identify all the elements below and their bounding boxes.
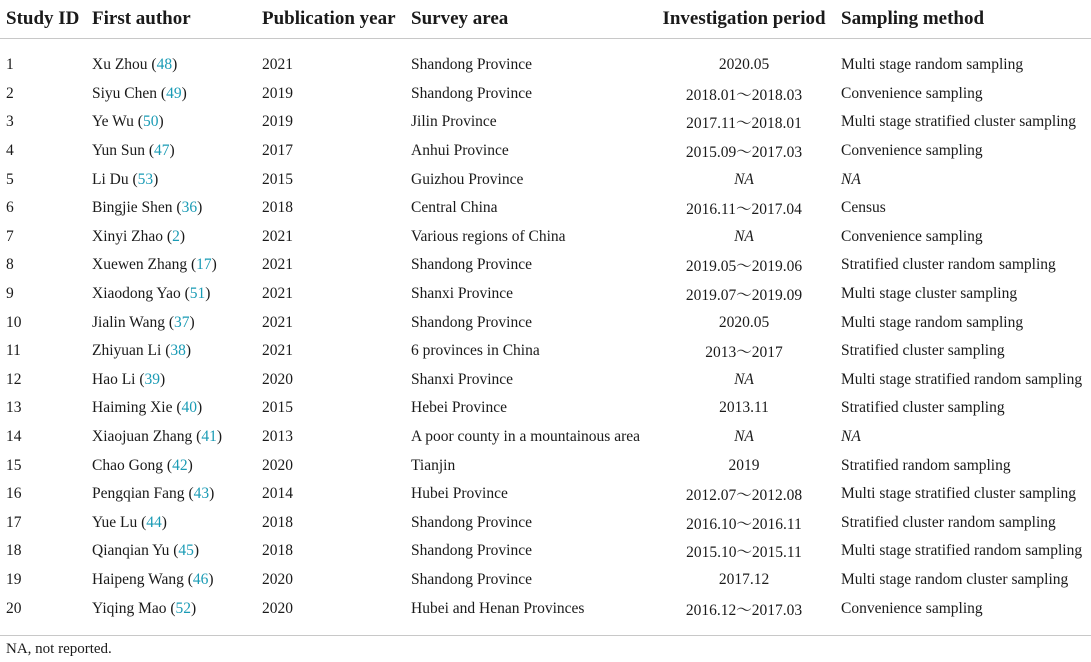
header-row	[0, 0, 1091, 39]
table-row	[0, 337, 1091, 366]
investigation-period-cell: NA	[734, 170, 754, 188]
first-author-cell: Pengqian Fang (43)	[92, 485, 215, 503]
publication-year-cell: 2020	[256, 594, 405, 635]
author-name: Pengqian Fang	[92, 485, 185, 503]
reference-link[interactable]: 46	[192, 570, 209, 588]
author-name: Xiaodong Yao	[92, 285, 181, 303]
investigation-period-cell: 2016.11～2017.04	[686, 201, 802, 219]
reference-link[interactable]: 43	[193, 485, 210, 503]
investigation-period-cell: 2019.07～2019.09	[685, 287, 803, 305]
table-row	[0, 594, 1091, 635]
first-author-cell: Xuewen Zhang (17)	[92, 256, 217, 274]
investigation-period-cell: 2013.11	[719, 399, 769, 417]
study-id-cell: 19	[6, 570, 22, 588]
study-id-cell: 14	[6, 428, 22, 446]
reference-link[interactable]: 52	[175, 599, 192, 617]
reference-link[interactable]: 41	[201, 428, 217, 446]
table-row	[0, 251, 1091, 280]
survey-area-cell: Shandong Province	[411, 56, 532, 74]
sampling-method-cell: Multi stage stratified random sampling	[841, 370, 1083, 388]
first-author-cell: Xiaodong Yao (51)	[92, 285, 211, 303]
reference-link[interactable]: 53	[137, 170, 154, 188]
reference-link[interactable]: 44	[146, 513, 162, 531]
header-sampling-method: Sampling method	[835, 0, 1091, 39]
publication-year-cell: 2021	[262, 56, 293, 74]
table-row	[0, 509, 1091, 538]
table-row	[0, 223, 1091, 252]
header-first-author: First author	[86, 0, 256, 39]
author-name: Yiqing Mao	[92, 599, 167, 617]
study-id-cell: 1	[6, 56, 14, 74]
sampling-method-cell: Multi stage random sampling	[841, 313, 1024, 331]
table-row	[0, 451, 1091, 480]
author-name: Jialin Wang	[92, 313, 165, 331]
table-footnote: NA, not reported.	[6, 641, 112, 657]
study-id-cell: 11	[6, 342, 21, 360]
publication-year-cell: 2021	[262, 285, 293, 303]
first-author-cell: Haiming Xie (40)	[92, 399, 203, 417]
study-id-cell: 16	[6, 485, 22, 503]
publication-year-cell: 2018	[262, 513, 293, 531]
header-publication-year: Publication year	[256, 0, 405, 39]
table-row	[0, 280, 1091, 309]
study-id-cell: 5	[6, 170, 14, 188]
author-name: Xu Zhou	[92, 56, 148, 74]
survey-area-cell: Anhui Province	[411, 142, 509, 160]
reference-link[interactable]: 49	[166, 84, 182, 102]
author-name: Hao Li	[92, 370, 136, 388]
publication-year-cell: 2015	[262, 170, 293, 188]
publication-year-cell: 2014	[262, 485, 293, 503]
table-row	[0, 566, 1091, 595]
author-name: Chao Gong	[92, 456, 164, 474]
author-name: Yun Sun	[92, 142, 145, 160]
survey-area-cell: Hubei and Henan Provinces	[405, 594, 653, 635]
sampling-method-cell: Stratified cluster random sampling	[841, 256, 1056, 274]
survey-area-cell: Shandong Province	[411, 84, 532, 102]
study-id-cell: 12	[6, 370, 22, 388]
sampling-method-cell: Stratified cluster sampling	[841, 399, 1005, 417]
table-row	[0, 366, 1091, 395]
reference-link[interactable]: 39	[144, 370, 161, 388]
publication-year-cell: 2013	[262, 428, 293, 446]
publication-year-cell: 2021	[262, 256, 293, 274]
investigation-period-cell: 2016.12～2017.03	[653, 594, 835, 635]
study-id-cell: 20	[0, 594, 86, 635]
study-id-cell: 2	[6, 84, 14, 102]
investigation-period-cell: 2019	[728, 456, 760, 474]
publication-year-cell: 2019	[262, 113, 293, 131]
sampling-method-cell: Convenience sampling	[841, 227, 983, 245]
author-name: Li Du	[92, 170, 129, 188]
reference-link[interactable]: 42	[172, 456, 188, 474]
study-id-cell: 9	[6, 285, 14, 303]
investigation-period-cell: 2012.07～2012.08	[685, 487, 803, 505]
sampling-method-cell: NA	[841, 170, 861, 188]
first-author-cell: Xiaojuan Zhang (41)	[92, 428, 223, 446]
survey-area-cell: Shandong Province	[411, 513, 532, 531]
survey-area-cell: Central China	[411, 199, 498, 217]
survey-area-cell: Shanxi Province	[411, 370, 514, 388]
first-author-cell: Yue Lu (44)	[92, 513, 167, 531]
sampling-method-cell: Convenience sampling	[841, 84, 983, 102]
publication-year-cell: 2021	[262, 313, 293, 331]
investigation-period-cell: NA	[734, 428, 754, 446]
survey-area-cell: Shandong Province	[411, 256, 532, 274]
study-id-cell: 6	[6, 199, 14, 217]
publication-year-cell: 2021	[262, 342, 293, 360]
author-name: Xuewen Zhang	[92, 256, 188, 274]
investigation-period-cell: 2020.05	[718, 56, 770, 74]
investigation-period-cell: NA	[734, 227, 754, 245]
survey-area-cell: Tianjin	[411, 456, 456, 474]
header-study-id: Study ID	[0, 0, 86, 39]
table-row	[0, 165, 1091, 194]
author-name: Haiming Xie	[92, 399, 173, 417]
table-row	[0, 537, 1091, 566]
reference-link[interactable]: 36	[181, 199, 198, 217]
table-row	[0, 137, 1091, 166]
sampling-method-cell: Multi stage stratified cluster sampling	[841, 485, 1077, 503]
first-author-cell: Ye Wu (50)	[92, 113, 164, 131]
header-investigation-period: Investigation period	[653, 0, 835, 39]
sampling-method-cell: NA	[841, 428, 861, 446]
reference-link[interactable]: 37	[174, 313, 190, 331]
study-id-cell: 13	[6, 399, 22, 417]
first-author-cell: Haipeng Wang (46)	[92, 570, 214, 588]
survey-area-cell: Shandong Province	[411, 542, 532, 560]
first-author-cell: Yun Sun (47)	[92, 142, 175, 160]
publication-year-cell: 2018	[262, 542, 293, 560]
survey-area-cell: Guizhou Province	[411, 170, 524, 188]
publication-year-cell: 2020	[262, 456, 293, 474]
header-survey-area: Survey area	[405, 0, 653, 39]
investigation-period-cell: 2015.09～2017.03	[685, 144, 803, 162]
publication-year-cell: 2020	[262, 370, 293, 388]
reference-link[interactable]: 2	[172, 227, 180, 245]
reference-link[interactable]: 47	[154, 142, 170, 160]
investigation-period-cell: NA	[734, 370, 754, 388]
first-author-cell: Xu Zhou (48)	[92, 56, 178, 74]
sampling-method-cell: Multi stage stratified random sampling	[841, 542, 1083, 560]
reference-link[interactable]: 48	[156, 56, 173, 74]
study-id-cell: 7	[6, 227, 14, 245]
sampling-method-cell: Census	[841, 199, 886, 217]
study-id-cell: 10	[6, 313, 22, 331]
first-author-cell: Chao Gong (42)	[92, 456, 193, 474]
survey-area-cell: Jilin Province	[411, 113, 497, 131]
investigation-period-cell: 2017.12	[718, 570, 770, 588]
table-body	[0, 39, 1091, 636]
author-name: Haipeng Wang	[92, 570, 184, 588]
investigation-period-cell: 2020.05	[718, 313, 770, 331]
first-author-cell: Qianqian Yu (45)	[92, 542, 200, 560]
publication-year-cell: 2015	[262, 399, 293, 417]
author-name: Xiaojuan Zhang	[92, 428, 193, 446]
publication-year-cell: 2017	[262, 142, 293, 160]
publication-year-cell: 2019	[262, 84, 293, 102]
reference-link[interactable]: 50	[142, 113, 159, 131]
study-id-cell: 3	[6, 113, 14, 131]
first-author-cell: Xinyi Zhao (2)	[92, 227, 185, 245]
author-name: Siyu Chen	[92, 84, 158, 102]
sampling-method-cell: Multi stage random sampling	[841, 56, 1024, 74]
study-id-cell: 15	[6, 456, 22, 474]
study-id-cell: 8	[6, 256, 14, 274]
publication-year-cell: 2018	[262, 199, 293, 217]
author-name: Qianqian Yu	[92, 542, 170, 560]
sampling-method-cell: Multi stage stratified cluster sampling	[841, 113, 1077, 131]
first-author-cell: Jialin Wang (37)	[92, 313, 195, 331]
table-row	[0, 423, 1091, 452]
table-row	[0, 39, 1091, 80]
author-name: Xinyi Zhao	[92, 227, 164, 245]
investigation-period-cell: 2015.10～2015.11	[686, 544, 802, 562]
table-row	[0, 308, 1091, 337]
investigation-period-cell: 2016.10～2016.11	[686, 515, 802, 533]
author-name: Zhiyuan Li	[92, 342, 162, 360]
author-name: Bingjie Shen	[92, 199, 173, 217]
sampling-method-cell: Stratified cluster random sampling	[841, 513, 1056, 531]
survey-area-cell: Shanxi Province	[411, 285, 514, 303]
reference-link[interactable]: 40	[181, 399, 198, 417]
table-row	[0, 194, 1091, 223]
investigation-period-cell: 2019.05～2019.06	[685, 258, 803, 276]
first-author-cell: Zhiyuan Li (38)	[92, 342, 192, 360]
reference-link[interactable]: 45	[178, 542, 194, 560]
investigation-period-cell: 2018.01～2018.03	[685, 86, 803, 104]
survey-area-cell: Hubei Province	[411, 485, 508, 503]
survey-area-cell: Shandong Province	[411, 570, 532, 588]
publication-year-cell: 2021	[262, 227, 293, 245]
table-row	[0, 108, 1091, 137]
reference-link[interactable]: 51	[189, 285, 206, 303]
first-author-cell: Li Du (53)	[92, 170, 159, 188]
first-author-cell: Yiqing Mao (52)	[86, 594, 256, 635]
reference-link[interactable]: 17	[196, 256, 212, 274]
survey-area-cell: Various regions of China	[411, 227, 566, 245]
sampling-method-cell: Stratified cluster sampling	[841, 342, 1005, 360]
first-author-cell: Bingjie Shen (36)	[92, 199, 203, 217]
survey-area-cell: 6 provinces in China	[411, 342, 540, 360]
sampling-method-cell: Stratified random sampling	[841, 456, 1011, 474]
first-author-cell: Siyu Chen (49)	[92, 84, 187, 102]
first-author-cell: Hao Li (39)	[92, 370, 166, 388]
reference-link[interactable]: 38	[170, 342, 186, 360]
survey-area-cell: A poor county in a mountainous area	[411, 428, 641, 446]
publication-year-cell: 2020	[262, 570, 293, 588]
sampling-method-cell: Convenience sampling	[835, 594, 1091, 635]
survey-area-cell: Shandong Province	[411, 313, 532, 331]
survey-area-cell: Hebei Province	[411, 399, 507, 417]
sampling-method-cell: Convenience sampling	[841, 142, 983, 160]
sampling-method-cell: Multi stage random cluster sampling	[841, 570, 1069, 588]
table-row	[0, 80, 1091, 109]
investigation-period-cell: 2013～2017	[705, 344, 783, 362]
author-name: Ye Wu	[92, 113, 134, 131]
table-header	[0, 0, 1091, 39]
study-id-cell: 18	[6, 542, 22, 560]
investigation-period-cell: 2017.11～2018.01	[686, 115, 802, 133]
table-row	[0, 480, 1091, 509]
study-id-cell: 17	[6, 513, 22, 531]
study-id-cell: 4	[6, 142, 14, 160]
author-name: Yue Lu	[92, 513, 138, 531]
sampling-method-cell: Multi stage cluster sampling	[841, 285, 1018, 303]
table-row	[0, 394, 1091, 423]
